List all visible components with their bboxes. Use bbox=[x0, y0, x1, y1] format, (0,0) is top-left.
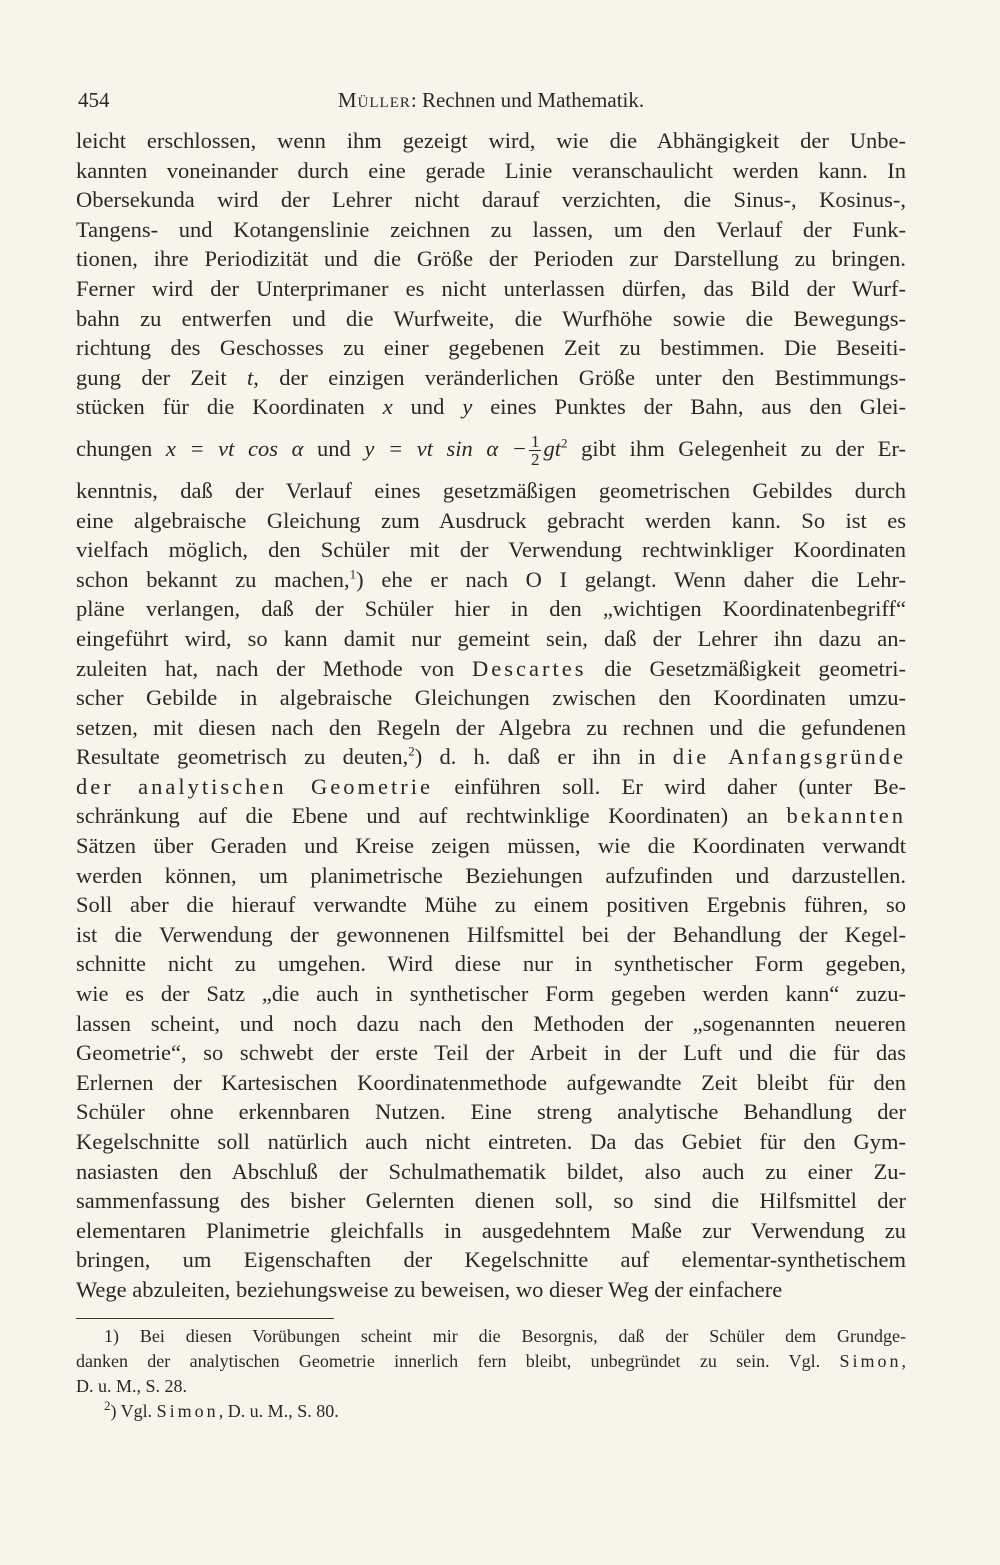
text-line bbox=[76, 392, 906, 422]
footnote-marker: 2 bbox=[104, 1398, 111, 1413]
text-line: lassen scheint, und noch dazu nach den Methoden der „sogenannten neueren bbox=[76, 1010, 906, 1036]
text-line: eine algebraische Gleichung zum Ausdruck gebracht werden kann. So ist es bbox=[76, 507, 906, 533]
text-line: Wege abzuleiten, beziehungsweise zu beweisen, wo dieser Weg der einfachere bbox=[76, 1276, 783, 1302]
text-span: ) Vgl. bbox=[110, 1401, 157, 1421]
spaced-emphasis: bekannten bbox=[786, 803, 906, 829]
text-line: bahn zu entwerfen und die Wurfweite, die Wurfhöhe sowie die Bewegungs- bbox=[76, 305, 906, 331]
text-span: chungen bbox=[76, 435, 166, 461]
author-name: Müller bbox=[337, 88, 411, 112]
footnote-line bbox=[76, 1399, 906, 1424]
text-line: nasiasten den Abschluß der Schulmathematik bildet, also auch zu einer Zu- bbox=[76, 1158, 906, 1184]
math-term: gt bbox=[543, 435, 561, 461]
text-line bbox=[76, 654, 906, 684]
text-span: danken der analytischen Geometrie innerlich fern bleibt, unbegründet zu sein. Vgl. bbox=[76, 1351, 840, 1371]
text-span: ) d. h. daß er ihn in bbox=[414, 744, 673, 770]
page-header bbox=[78, 84, 904, 116]
footnote-line: 1) Bei diesen Vorübungen scheint mir die Besorgnis, daß der Schüler dem Grundge- bbox=[104, 1326, 906, 1346]
chapter-title: : Rechnen und Mathematik. bbox=[410, 88, 645, 112]
text-line: pläne verlangen, daß der Schüler hier in den „wichtigen Koordinatenbegriff“ bbox=[76, 596, 906, 622]
text-line: richtung des Geschosses zu einer gegebenen Zeit zu bestimmen. Die Beseiti- bbox=[76, 335, 906, 361]
text-line: vielfach möglich, den Schüler mit der Verwendung rechtwinkliger Koordinaten bbox=[76, 537, 906, 563]
spaced-name: Simon bbox=[156, 1401, 219, 1421]
text-span: gung der Zeit bbox=[76, 364, 247, 390]
text-line: Tangens- und Kotangenslinie zeichnen zu lassen, um den Verlauf der Funk- bbox=[76, 216, 906, 242]
text-line: werden können, um planimetrische Beziehungen aufzufinden und darzustellen. bbox=[76, 862, 906, 888]
text-line: scher Gebilde in algebraische Gleichungen zwischen den Koordinaten umzu- bbox=[76, 685, 906, 711]
text-line bbox=[76, 363, 906, 393]
text-span: gibt ihm Gelegenheit zu der Er- bbox=[567, 435, 907, 461]
text-line: bringen, um Eigenschaften der Kegelschnitte auf elementar-synthetischem bbox=[76, 1247, 906, 1273]
footnote-line bbox=[76, 1349, 906, 1374]
equation-y: y = vt sin α − bbox=[364, 435, 527, 461]
text-line: schnitte nicht zu umgehen. Wird diese nur in synthetischer Form gegeben, bbox=[76, 951, 906, 977]
page-number: 454 bbox=[78, 88, 110, 112]
text-line: wie es der Satz „die auch in synthetischer Form gegeben werden kann“ zuzu- bbox=[76, 981, 906, 1007]
math-variable: x bbox=[382, 394, 393, 420]
text-line: Obersekunda wird der Lehrer nicht darauf verzichten, die Sinus-, Kosinus-, bbox=[76, 187, 906, 213]
text-line: Sätzen über Geraden und Kreise zeigen müssen, wie die Koordinaten verwandt bbox=[76, 833, 906, 859]
footnote-marker: 1 bbox=[349, 566, 357, 582]
text-line: tionen, ihre Periodizität und die Größe der Perioden zur Darstellung zu bringen. bbox=[76, 246, 906, 272]
formula-line bbox=[76, 422, 906, 476]
text-line bbox=[76, 565, 906, 595]
text-span: und bbox=[303, 435, 365, 461]
body-text bbox=[76, 126, 906, 1305]
text-line: leicht erschlossen, wenn ihm gezeigt wird, wie die Abhängigkeit der Unbe- bbox=[76, 128, 906, 153]
text-line bbox=[76, 801, 906, 831]
text-line: elementaren Planimetrie gleichfalls in ausgedehntem Maße zur Verwendung zu bbox=[76, 1217, 906, 1243]
running-head bbox=[78, 84, 904, 116]
footnote-marker: 2 bbox=[408, 743, 415, 759]
text-line: eingeführt wird, so kann damit nur gemeint sein, daß der Lehrer ihn dazu an- bbox=[76, 625, 906, 651]
text-line: Soll aber die hierauf verwandte Mühe zu einem positiven Ergebnis führen, so bbox=[76, 892, 906, 918]
math-variable: t bbox=[246, 364, 254, 390]
text-line bbox=[76, 742, 906, 772]
equation-x: x = vt cos α bbox=[165, 435, 304, 461]
text-span: zuleiten hat, nach der Methode von bbox=[76, 655, 473, 681]
text-span: schränkung auf die Ebene und auf rechtwinklige Koordinaten) an bbox=[76, 803, 787, 829]
text-span: eines Punktes der Bahn, aus den Glei- bbox=[472, 394, 907, 420]
text-line: Ferner wird der Unterprimaner es nicht unterlassen dürfen, das Bild der Wurf- bbox=[76, 275, 906, 301]
fraction-numerator: 1 bbox=[530, 432, 540, 452]
text-span: , bbox=[901, 1351, 906, 1371]
text-span: einführen soll. Er wird daher (unter Be- bbox=[433, 773, 906, 799]
text-span: und bbox=[392, 394, 463, 420]
text-line: Geometrie“, so schwebt der erste Teil der Arbeit in der Luft und die für das bbox=[76, 1040, 906, 1066]
text-span: die Gesetzmäßigkeit geometri- bbox=[586, 655, 906, 681]
fraction-one-half bbox=[529, 433, 542, 468]
text-line: kenntnis, daß der Verlauf eines gesetzmäßigen geometrischen Gebildes durch bbox=[76, 477, 906, 503]
math-variable: y bbox=[462, 394, 473, 420]
text-line bbox=[76, 772, 906, 802]
spaced-name: Descartes bbox=[472, 655, 587, 681]
text-span: Resultate geometrisch zu deuten, bbox=[76, 744, 409, 770]
text-line: sammenfassung des bisher Gelernten dienen soll, so sind die Hilfsmittel der bbox=[76, 1188, 906, 1214]
text-line: Erlernen der Kartesischen Koordinatenmethode aufgewandte Zeit bleibt für den bbox=[76, 1069, 906, 1095]
text-span: , D. u. M., S. 80. bbox=[218, 1401, 339, 1421]
fraction-denominator: 2 bbox=[530, 450, 540, 470]
spaced-name: Simon bbox=[839, 1351, 902, 1371]
footnote-rule bbox=[76, 1318, 334, 1319]
text-span: stücken für die Koordinaten bbox=[76, 394, 383, 420]
spaced-emphasis: die Anfangsgründe bbox=[672, 744, 906, 770]
text-line: Schüler ohne erkennbaren Nutzen. Eine streng analytische Behandlung der bbox=[76, 1099, 906, 1125]
footnotes bbox=[76, 1324, 906, 1424]
text-line: setzen, mit diesen nach den Regeln der Algebra zu rechnen und die gefundenen bbox=[76, 714, 906, 740]
exponent: 2 bbox=[561, 435, 568, 451]
text-line: ist die Verwendung der gewonnenen Hilfsmittel bei der Behandlung der Kegel- bbox=[76, 921, 906, 947]
footnote-line: D. u. M., S. 28. bbox=[76, 1376, 188, 1396]
text-span: , der einzigen veränderlichen Größe unter den Bestimmungs- bbox=[253, 364, 906, 390]
text-line: kannten voneinander durch eine gerade Linie veranschaulicht werden kann. In bbox=[76, 157, 906, 183]
text-span: ) ehe er nach O I gelangt. Wenn daher die Lehr- bbox=[356, 566, 906, 592]
spaced-emphasis: der analytischen Geometrie bbox=[76, 773, 433, 799]
text-line: Kegelschnitte soll natürlich auch nicht eintreten. Da das Gebiet für den Gym- bbox=[76, 1129, 906, 1154]
text-span: schon bekannt zu machen, bbox=[76, 566, 350, 592]
